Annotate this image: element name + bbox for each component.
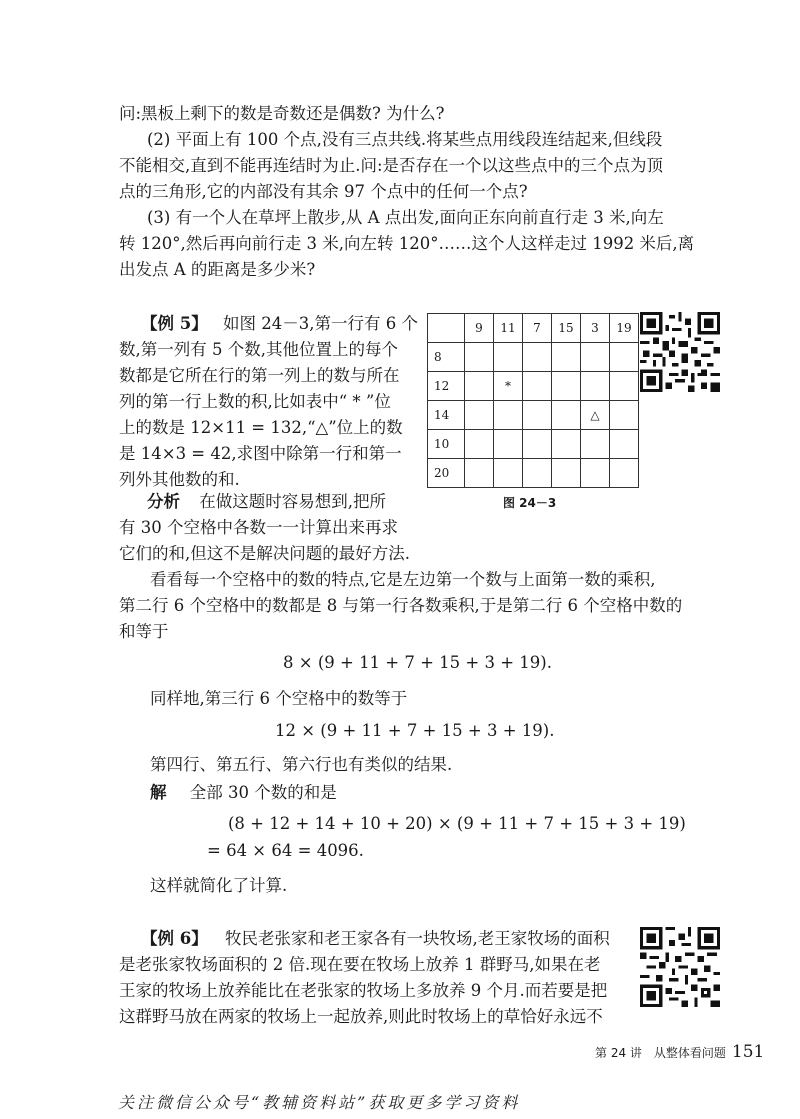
text-line: (2) 平面上有 100 个点,没有三点共线.将某些点用线段连结起来,但线段 [147, 130, 663, 149]
table-cell [465, 430, 494, 459]
example6-label: 【例 6】 [141, 929, 208, 948]
table-cell: 3 [581, 314, 610, 343]
number-grid [427, 313, 639, 488]
table-cell [581, 459, 610, 488]
table-cell [581, 343, 610, 372]
text-line: 列外其他数的和. [119, 470, 240, 489]
page-footer [595, 1042, 764, 1062]
text-line: 在做这题时容易想到,把所 [199, 492, 386, 511]
table-cell [428, 314, 465, 343]
table-row [428, 343, 639, 372]
table-cell: 11 [494, 314, 523, 343]
example5-statement [119, 311, 419, 493]
table-cell [523, 459, 552, 488]
table-cell [610, 430, 639, 459]
text-line: 有 30 个空格中各数一一计算出来再求 [119, 518, 398, 537]
text-line: 第四行、第五行、第六行也有类似的结果. [150, 755, 453, 774]
text-line: 这样就简化了计算. [150, 876, 288, 895]
example5-body [119, 567, 682, 645]
equation-4: = 64 × 64 = 4096. [207, 841, 364, 860]
page-number: 151 [731, 1042, 765, 1062]
text-line: 点的三角形,它的内部没有其余 97 个点中的任何一个点? [119, 182, 528, 201]
text-line: 数都是它所在行的第一列上的数与所在 [119, 366, 400, 385]
text-line: (3) 有一个人在草坪上散步,从 A 点出发,面向正东向前直行走 3 米,向左 [147, 208, 664, 227]
table-cell [552, 372, 581, 401]
table-cell: 10 [428, 430, 465, 459]
table-cell [523, 343, 552, 372]
text-line: 第二行 6 个空格中的数都是 8 与第一行各数乘积,于是第二行 6 个空格中数的 [119, 596, 683, 615]
table-cell [465, 459, 494, 488]
text-line: 它们的和,但这不是解决问题的最好方法. [119, 544, 410, 563]
text-line: 看看每一个空格中的数的特点,它是左边第一个数与上面第一数的乘积, [150, 570, 656, 589]
table-row [428, 401, 639, 430]
table-cell [552, 343, 581, 372]
text-line: 上的数是 12×11 = 132,“△”位上的数 [119, 418, 403, 437]
text-line: 问:黑板上剩下的数是奇数还是偶数? 为什么? [119, 104, 445, 123]
text-line: 如图 24－3,第一行有 6 个 [222, 314, 418, 333]
equation-1: 8 × (9 + 11 + 7 + 15 + 3 + 19). [283, 653, 552, 672]
table-cell [581, 430, 610, 459]
table-cell [465, 401, 494, 430]
text-line: 和等于 [119, 622, 169, 641]
table-cell [610, 459, 639, 488]
table-cell [523, 372, 552, 401]
table-cell: 7 [523, 314, 552, 343]
table-cell: 15 [552, 314, 581, 343]
figure-caption: 图 24－3 [503, 496, 557, 510]
text-line: 这群野马放在两家的牧场上一起放养,则此时牧场上的草恰好永远不 [119, 1007, 603, 1026]
table-cell [552, 401, 581, 430]
table-cell [494, 401, 523, 430]
example5-label: 【例 5】 [141, 314, 208, 333]
qr-code-icon [640, 927, 720, 1007]
text-line: 是老张家牧场面积的 2 倍.现在要在牧场上放养 1 群野马,如果在老 [119, 955, 601, 974]
table-cell [494, 430, 523, 459]
table-row [428, 459, 639, 488]
table-cell: 14 [428, 401, 465, 430]
table-cell: 9 [465, 314, 494, 343]
table-cell [552, 430, 581, 459]
text-line: 转 120°,然后再向前行走 3 米,向左转 120°……这个人这样走过 1992 米后,离 [119, 234, 695, 253]
analysis [119, 489, 410, 567]
table-cell: 12 [428, 372, 465, 401]
paragraph-3 [119, 205, 694, 283]
solution-line [150, 780, 337, 806]
text-line: 列的第一行上数的积,比如表中“ * ”位 [119, 392, 391, 411]
table-row [428, 314, 639, 343]
text-line: 数,第一列有 5 个数,其他位置上的每个 [119, 340, 398, 359]
analysis-label: 分析 [147, 492, 180, 511]
text-line: 全部 30 个数的和是 [189, 783, 337, 802]
table-cell [494, 459, 523, 488]
table-cell [523, 401, 552, 430]
star-cell: * [494, 372, 523, 401]
table-cell [610, 343, 639, 372]
table-row [428, 430, 639, 459]
table-cell [581, 372, 610, 401]
example6-statement [119, 926, 610, 1030]
paragraph-2 [119, 127, 663, 205]
triangle-cell: △ [581, 401, 610, 430]
table-cell: 8 [428, 343, 465, 372]
table-cell [610, 401, 639, 430]
table-cell: 19 [610, 314, 639, 343]
table-cell [465, 372, 494, 401]
table-row [428, 372, 639, 401]
table-cell [552, 459, 581, 488]
text-line: 同样地,第三行 6 个空格中的数等于 [150, 689, 408, 708]
table-cell: 20 [428, 459, 465, 488]
text-line: 不能相交,直到不能再连结时为止.问:是否存在一个以这些点中的三个点为顶 [119, 156, 664, 175]
equation-3: (8 + 12 + 14 + 10 + 20) × (9 + 11 + 7 + 15 + 3 + 19) [228, 814, 686, 833]
chapter-title: 第 24 讲 从整体看问题 [595, 1046, 726, 1060]
table-cell [610, 372, 639, 401]
qr-code-icon [640, 312, 720, 392]
text-line: 牧民老张家和老王家各有一块牧场,老王家牧场的面积 [224, 929, 610, 948]
table-cell [523, 430, 552, 459]
text-line: 是 14×3 = 42,求图中除第一行和第一 [119, 444, 402, 463]
equation-2: 12 × (9 + 11 + 7 + 15 + 3 + 19). [275, 721, 555, 740]
text-line: 王家的牧场上放养能比在老张家的牧场上多放养 9 个月.而若要是把 [119, 981, 608, 1000]
table-cell [465, 343, 494, 372]
solution-label: 解 [150, 783, 167, 802]
text-line: 出发点 A 的距离是多少米? [119, 260, 316, 279]
table-cell [494, 343, 523, 372]
watermark: 关注微信公众号“教辅资料站”获取更多学习资料 [118, 1093, 521, 1112]
